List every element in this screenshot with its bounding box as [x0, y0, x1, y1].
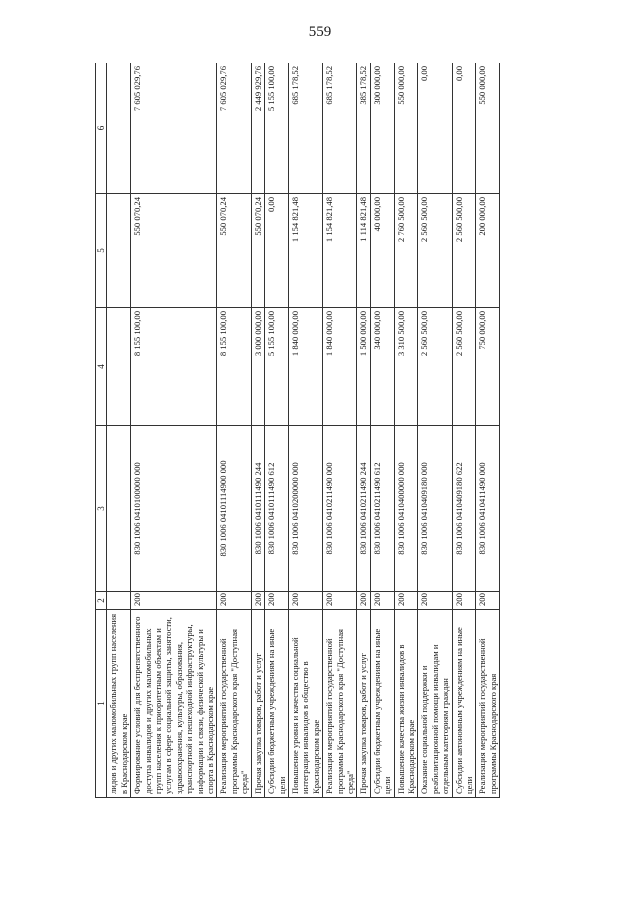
row-value-col5-cell: 550 070,24	[251, 194, 264, 308]
row-col2-cell: 200	[476, 592, 500, 610]
row-code-cell: 830 1006 0410211490 244	[357, 426, 370, 592]
row-value-col6-cell: 385 178,52	[357, 63, 370, 194]
row-col2-cell: 200	[265, 592, 289, 610]
row-name-cell: Оказание социальной поддержки и реабилитационной помощи инвалидам и отдельным категориям граждан	[418, 610, 452, 798]
table-row	[131, 63, 217, 798]
table-row	[452, 63, 476, 798]
table-row	[217, 63, 251, 798]
row-col2-cell: 200	[251, 592, 264, 610]
header-row	[96, 63, 107, 798]
row-name-cell: лидов и других маломобильных групп населения в Краснодарском крае	[107, 610, 131, 798]
row-code-cell: 830 1006 0410400000 000	[394, 426, 418, 592]
header-cell: 4	[96, 308, 107, 426]
budget-table	[95, 63, 500, 798]
row-value-col5-cell: 200 000,00	[476, 194, 500, 308]
row-col2-cell: 200	[357, 592, 370, 610]
row-col2-cell: 200	[323, 592, 357, 610]
row-value-col5-cell: 550 070,24	[131, 194, 217, 308]
row-name-cell: Повышение уровня и качества социальной интеграции инвалидов в общество в Краснодарском крае	[288, 610, 322, 798]
row-value-col5-cell	[107, 194, 131, 308]
row-value-col5-cell: 1 154 821,48	[323, 194, 357, 308]
row-value-col4-cell: 3 310 500,00	[394, 308, 418, 426]
table-row	[394, 63, 418, 798]
row-value-col4-cell: 8 155 100,00	[217, 308, 251, 426]
row-value-col4-cell: 2 560 500,00	[452, 308, 476, 426]
row-value-col6-cell	[107, 63, 131, 194]
row-name-cell: Субсидии бюджетным учреждениям на иные цели	[370, 610, 394, 798]
table-row	[476, 63, 500, 798]
row-value-col5-cell: 2 760 500,00	[394, 194, 418, 308]
row-col2-cell: 200	[452, 592, 476, 610]
row-value-col6-cell: 7 605 029,76	[217, 63, 251, 194]
header-cell: 3	[96, 426, 107, 592]
row-name-cell: Субсидии бюджетным учреждениям на иные цели	[265, 610, 289, 798]
row-col2-cell: 200	[418, 592, 452, 610]
row-col2-cell: 200	[131, 592, 217, 610]
row-value-col4-cell: 5 155 100,00	[265, 308, 289, 426]
row-name-cell: Прочая закупка товаров, работ и услуг	[357, 610, 370, 798]
row-value-col6-cell: 7 605 029,76	[131, 63, 217, 194]
table-row	[251, 63, 264, 798]
row-value-col5-cell: 1 114 821,48	[357, 194, 370, 308]
row-value-col6-cell: 550 000,00	[394, 63, 418, 194]
row-value-col4-cell: 8 155 100,00	[131, 308, 217, 426]
row-name-cell: Субсидии автономным учреждениям на иные цели	[452, 610, 476, 798]
table-row	[370, 63, 394, 798]
header-cell: 1	[96, 610, 107, 798]
row-value-col4-cell: 3 000 000,00	[251, 308, 264, 426]
row-value-col5-cell: 2 560 500,00	[418, 194, 452, 308]
table-row	[323, 63, 357, 798]
row-code-cell: 830 1006 0410409180 622	[452, 426, 476, 592]
row-value-col6-cell: 5 155 100,00	[265, 63, 289, 194]
row-name-cell: Прочая закупка товаров, работ и услуг	[251, 610, 264, 798]
row-code-cell: 830 1006 0410211490 000	[323, 426, 357, 592]
row-value-col6-cell: 685 178,52	[288, 63, 322, 194]
row-name-cell: Реализация мероприятий государственной программы Краснодарского края "Доступная среда"	[323, 610, 357, 798]
row-value-col5-cell: 1 154 821,48	[288, 194, 322, 308]
table-body	[107, 63, 500, 798]
row-value-col5-cell: 40 000,00	[370, 194, 394, 308]
row-value-col4-cell: 340 000,00	[370, 308, 394, 426]
row-code-cell	[107, 426, 131, 592]
row-value-col4-cell: 1 840 000,00	[323, 308, 357, 426]
page-number: 559	[308, 24, 332, 40]
row-code-cell: 830 1006 04101114900 000	[217, 426, 251, 592]
header-cell: 5	[96, 194, 107, 308]
row-name-cell: Реализация мероприятий государственной программы Краснодарского края "Доступная среда"	[217, 610, 251, 798]
table-row	[288, 63, 322, 798]
row-value-col4-cell: 2 560 500,00	[418, 308, 452, 426]
row-value-col5-cell: 2 560 500,00	[452, 194, 476, 308]
row-col2-cell: 200	[370, 592, 394, 610]
row-code-cell: 830 1006 0410211490 612	[370, 426, 394, 592]
row-code-cell: 830 1006 0410111490 244	[251, 426, 264, 592]
row-code-cell: 830 1006 0410409180 000	[418, 426, 452, 592]
table-row	[265, 63, 289, 798]
row-col2-cell: 200	[288, 592, 322, 610]
row-value-col6-cell: 0,00	[418, 63, 452, 194]
header-cell: 2	[96, 592, 107, 610]
row-value-col5-cell: 0,00	[265, 194, 289, 308]
row-col2-cell: 200	[217, 592, 251, 610]
table-row	[418, 63, 452, 798]
row-code-cell: 830 1006 0410411490 000	[476, 426, 500, 592]
row-code-cell: 830 1006 0410100000 000	[131, 426, 217, 592]
rotated-table-viewport	[95, 63, 615, 798]
row-value-col4-cell: 1 840 000,00	[288, 308, 322, 426]
row-col2-cell	[107, 592, 131, 610]
row-value-col6-cell: 300 000,00	[370, 63, 394, 194]
row-value-col6-cell: 2 449 929,76	[251, 63, 264, 194]
table-row	[107, 63, 131, 798]
row-name-cell: Реализация мероприятий государственной программы Краснодарского края	[476, 610, 500, 798]
budget-table-rotated	[95, 63, 615, 798]
row-code-cell: 830 1006 0410111490 612	[265, 426, 289, 592]
row-value-col6-cell: 550 000,00	[476, 63, 500, 194]
row-value-col6-cell: 685 178,52	[323, 63, 357, 194]
table-row	[357, 63, 370, 798]
row-value-col6-cell: 0,00	[452, 63, 476, 194]
row-value-col4-cell: 1 500 000,00	[357, 308, 370, 426]
row-value-col4-cell: 750 000,00	[476, 308, 500, 426]
row-value-col5-cell: 550 070,24	[217, 194, 251, 308]
header-cell: 6	[96, 63, 107, 194]
row-code-cell: 830 1006 0410200000 000	[288, 426, 322, 592]
row-name-cell: Повышение качества жизни инвалидов в Краснодарском крае	[394, 610, 418, 798]
row-name-cell: Формирование условий для беспрепятственного доступа инвалидов и других маломобильных групп населения к приоритетным объектам и услугам в сфере социальной защиты, занятости, здравоохранения, культуры, образования, транспортной и пешеходной инфраструктуры, информации и связи, физической культуры и спорта в Краснодарском крае	[131, 610, 217, 798]
row-col2-cell: 200	[394, 592, 418, 610]
row-value-col4-cell	[107, 308, 131, 426]
